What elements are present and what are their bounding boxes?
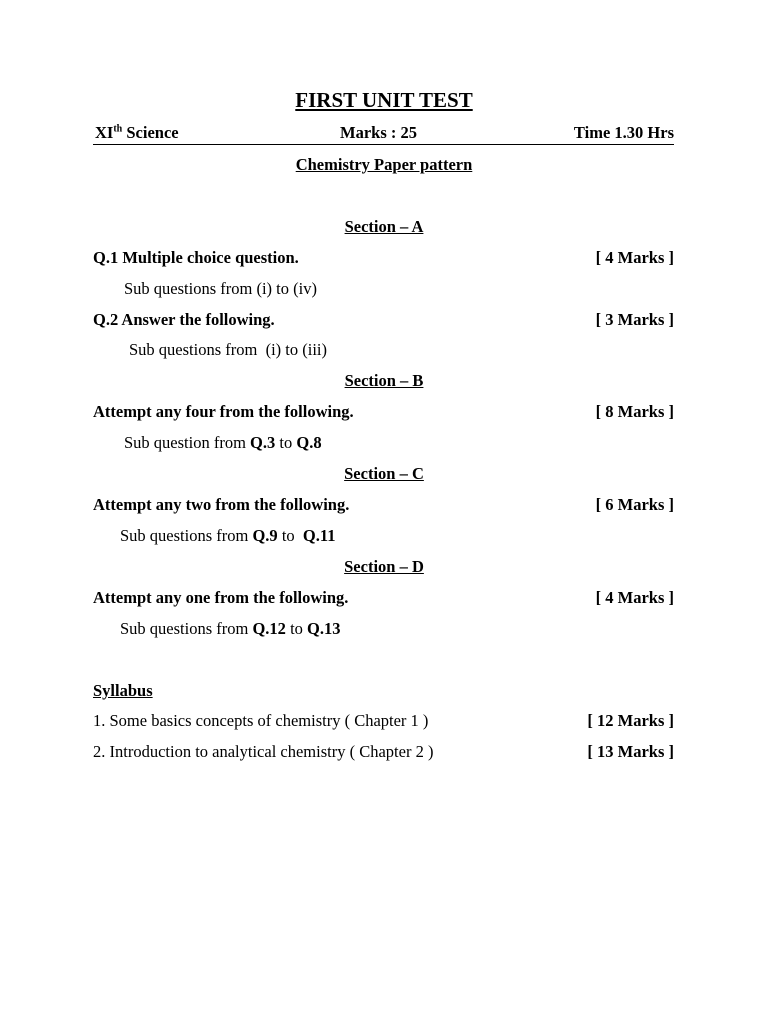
syllabus-item: [93, 711, 674, 731]
section-d-text: Attempt any one from the following.: [93, 588, 349, 607]
sub-pre: Sub question from: [124, 433, 251, 452]
header-line: [93, 124, 674, 145]
class-rest: Science: [122, 123, 179, 142]
sub-from: Q.3: [250, 433, 276, 452]
class-main: XI: [95, 123, 114, 142]
page-title: FIRST UNIT TEST: [295, 88, 473, 112]
subtitle: Chemistry Paper pattern: [295, 155, 473, 174]
sub-to: Q.13: [307, 619, 341, 638]
syllabus-item: [93, 742, 674, 762]
sub-from: Q.9: [252, 526, 278, 545]
sub-pre: Sub questions from: [120, 619, 253, 638]
section-d-row: [93, 588, 674, 608]
sub-from: Q.12: [252, 619, 286, 638]
section-c-marks: [ 6 Marks ]: [595, 495, 674, 514]
q1-text: Q.1 Multiple choice question.: [93, 248, 299, 267]
sub-pre: Sub questions from: [120, 526, 253, 545]
q1-row: [93, 248, 674, 268]
section-b-text: Attempt any four from the following.: [93, 402, 354, 421]
section-b-sub: [124, 433, 322, 453]
class-sup: th: [113, 123, 123, 135]
section-b-row: [93, 402, 674, 422]
section-d-sub: [120, 619, 341, 639]
q2-marks: [ 3 Marks ]: [595, 310, 674, 329]
sub-to: Q.11: [302, 526, 336, 545]
sub-mid: to: [285, 619, 308, 638]
q1-sub: Sub questions from (i) to (iv): [124, 279, 317, 298]
section-c-text: Attempt any two from the following.: [93, 495, 350, 514]
syllabus-item-marks: [ 13 Marks ]: [587, 742, 674, 761]
syllabus-heading: Syllabus: [93, 681, 153, 700]
section-c-heading: Section – C: [344, 464, 424, 483]
total-marks: Marks : 25: [340, 123, 417, 142]
section-d-heading: Section – D: [344, 557, 424, 576]
section-d-marks: [ 4 Marks ]: [595, 588, 674, 607]
syllabus-item-marks: [ 12 Marks ]: [587, 711, 674, 730]
q2-text: Q.2 Answer the following.: [93, 310, 275, 329]
section-a-heading: Section – A: [344, 217, 424, 236]
q1-marks: [ 4 Marks ]: [595, 248, 674, 267]
section-c-sub: [120, 526, 335, 546]
syllabus-item-text: 2. Introduction to analytical chemistry ( Chapter 2 ): [93, 742, 434, 761]
class-label: [95, 123, 179, 143]
q2-sub: Sub questions from (i) to (iii): [129, 340, 327, 359]
section-c-row: [93, 495, 674, 515]
section-b-heading: Section – B: [344, 371, 424, 390]
q2-row: [93, 310, 674, 330]
syllabus-item-text: 1. Some basics concepts of chemistry ( Chapter 1 ): [93, 711, 429, 730]
sub-mid: to: [277, 526, 303, 545]
section-b-marks: [ 8 Marks ]: [595, 402, 674, 421]
sub-to: Q.8: [296, 433, 322, 452]
duration: Time 1.30 Hrs: [573, 123, 674, 142]
sub-mid: to: [275, 433, 297, 452]
